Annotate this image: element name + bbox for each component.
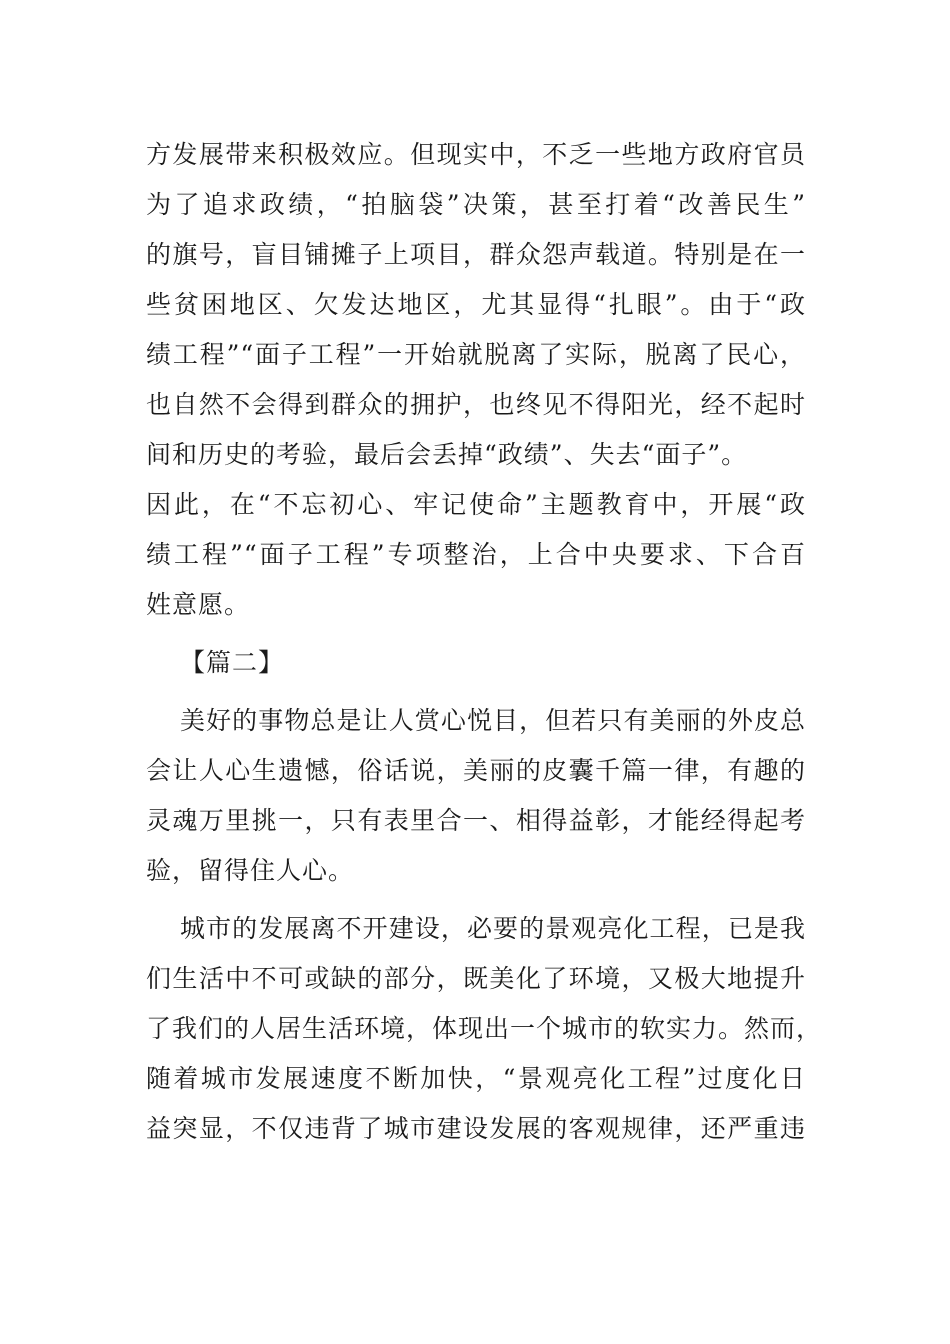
text-line: 们生活中不可或缺的部分，既美化了环境，又极大地提升: [146, 964, 806, 993]
text-line: 美好的事物总是让人赏心悦目，但若只有美丽的外皮总: [180, 706, 806, 735]
paragraph-1: [146, 130, 806, 630]
text-line: 姓意愿。: [146, 590, 251, 619]
text-line: 灵魂万里挑一，只有表里合一、相得益彰，才能经得起考: [146, 806, 806, 835]
text-line: 也自然不会得到群众的拥护，也终见不得阳光，经不起时: [146, 390, 806, 419]
document-body: [146, 130, 823, 1154]
text-line: 会让人心生遗憾，俗话说，美丽的皮囊千篇一律，有趣的: [146, 756, 806, 785]
text-line: 绩工程”“面子工程”专项整治，上合中央要求、下合百: [146, 540, 806, 569]
text-line: 些贫困地区、欠发达地区，尤其显得“扎眼”。由于“政: [146, 290, 806, 319]
text-line: 方发展带来积极效应。但现实中，不乏一些地方政府官员: [146, 140, 806, 169]
text-line: 城市的发展离不开建设，必要的景观亮化工程，已是我: [180, 914, 806, 943]
text-line: 益突显，不仅违背了城市建设发展的客观规律，还严重违: [146, 1114, 806, 1143]
text-line: 绩工程”“面子工程”一开始就脱离了实际，脱离了民心，: [146, 340, 806, 369]
text-line: 验，留得住人心。: [146, 856, 355, 885]
section-heading: 【篇二】: [180, 648, 285, 677]
paragraph-3: [146, 904, 823, 1154]
paragraph-2: [146, 696, 806, 896]
text-line: 了我们的人居生活环境，体现出一个城市的软实力。然而，: [146, 1014, 823, 1043]
text-line: 因此，在“不忘初心、牢记使命”主题教育中，开展“政: [146, 490, 806, 519]
text-line: 的旗号，盲目铺摊子上项目，群众怨声载道。特别是在一: [146, 240, 806, 269]
text-line: 间和历史的考验，最后会丢掉“政绩”、失去“面子”。: [146, 440, 748, 469]
text-line: 为了追求政绩，“拍脑袋”决策，甚至打着“改善民生”: [146, 190, 806, 219]
text-line: 随着城市发展速度不断加快，“景观亮化工程”过度化日: [146, 1064, 806, 1093]
